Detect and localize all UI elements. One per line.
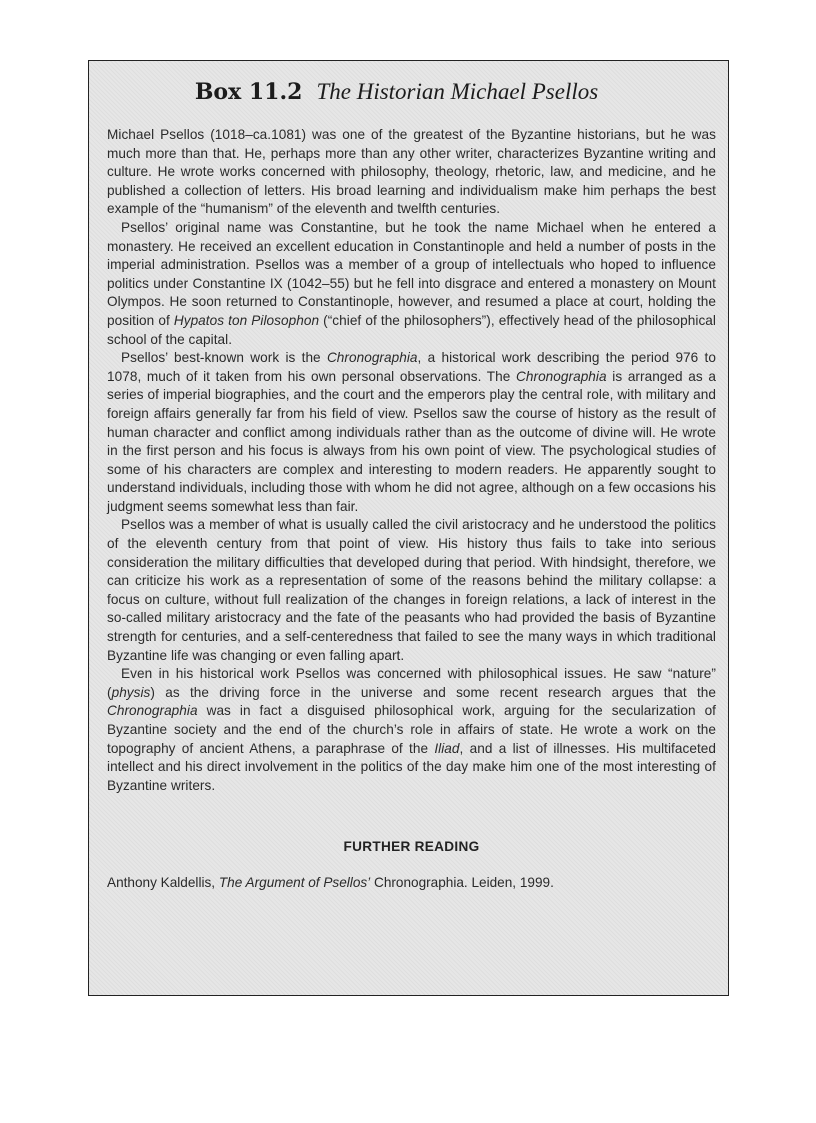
italic-run: Chronographia — [516, 368, 607, 384]
box-label: Box 11.2 — [194, 79, 303, 105]
text-run: , a historical work describing the period 976 to 1078, much of it taken from his own personal observations. The — [107, 350, 716, 384]
paragraph-3 — [107, 349, 716, 516]
italic-run: Iliad — [434, 740, 460, 756]
box-body — [107, 126, 716, 795]
text-run: is arranged as a series of imperial biographies, and the court and the emperors play the central role, with military and foreign affairs generally far from his field of view. Psellos saw the course of history as the result of human character and conflict among individuals rather than as the outcome of divine will. He wrote in the first person and his focus is always from his own point of view. The psychological studies of some of his characters are complex and interesting to modern readers. He apparently sought to understand individuals, including those with whom he did not agree, although on a few occasions his judgment seems somewhat less than fair. — [107, 368, 716, 514]
further-reading-heading: FURTHER READING — [343, 839, 480, 855]
text-run: ) as the driving force in the universe and some recent research argues that the — [150, 684, 716, 700]
text-run: Psellos’ best-known work is the — [121, 350, 327, 366]
text-run: Psellos was a member of what is usually called the civil aristocracy and he understood the politics of the eleventh century from that point of view. His history thus fails to take into serious consideration the military difficulties that developed during that period. With hindsight, therefore, we can criticize his work as a representation of some of the reasons behind the military collapse: a focus on culture, without full realization of the changes in foreign relations, a lack of interest in the so-called military aristocracy and the fate of the peasants who had provided the basis of Byzantine strength for centuries, and a self-centeredness that failed to see the many ways in which traditional Byzantine life was changing or even falling apart. — [107, 517, 716, 663]
paragraph-1 — [107, 126, 716, 219]
text-run: , and a list of illnesses. His multifaceted intellect and his direct involvement in the politics of the day make him one of the most interesting of Byzantine writers. — [107, 740, 716, 793]
box-title — [107, 77, 716, 108]
text-run: Michael Psellos (1018–ca.1081) was one of the greatest of the Byzantine historians, but he was much more than that. He, perhaps more than any other writer, characterizes Byzantine writing and culture. He wrote works concerned with philosophy, theology, rhetoric, law, and medicine, and he published a collection of letters. His broad learning and individualism make him perhaps the best example of the “humanism” of the eleventh and twelfth centuries. — [107, 127, 716, 217]
further-reading-reference — [107, 874, 716, 893]
italic-run: physis — [111, 684, 151, 700]
paragraph-5 — [107, 665, 716, 795]
text-run: Even in his historical work Psellos was concerned with philosophical issues. He saw “nature” ( — [107, 666, 716, 700]
box-heading: The Historian Michael Psellos — [316, 79, 599, 104]
italic-run: Chronographia — [326, 350, 418, 366]
paragraph-2 — [107, 219, 716, 349]
italic-run: Hypatos ton Pilosophon — [173, 312, 320, 328]
italic-run: Chronographia — [107, 703, 198, 719]
sidebar-box — [88, 60, 729, 996]
text-run: Chronographia. Leiden, 1999. — [370, 875, 554, 891]
text-run: Psellos’ original name was Constantine, but he took the name Michael when he entered a monastery. He received an excellent education in Constantinople and held a number of posts in the imperial administration. Psellos was a member of a group of intellectuals who hoped to influence politics under Constantine IX (1042–55) but he fell into disgrace and entered a monastery on Mount Olympos. He soon returned to Constantinople, however, and resumed a place at court, holding the position of — [107, 219, 716, 328]
italic-run: The Argument of Psellos’ — [218, 875, 371, 891]
text-run: was in fact a disguised philosophical work, arguing for the secularization of Byzantine society and the end of the church’s role in affairs of state. He wrote a work on the topography of ancient Athens, a paraphrase of the — [107, 703, 716, 756]
paragraph-4 — [107, 516, 716, 665]
text-run: (“chief of the philosophers”), effectively head of the philosophical school of the capital. — [107, 312, 716, 347]
text-run: Anthony Kaldellis, — [107, 875, 219, 891]
